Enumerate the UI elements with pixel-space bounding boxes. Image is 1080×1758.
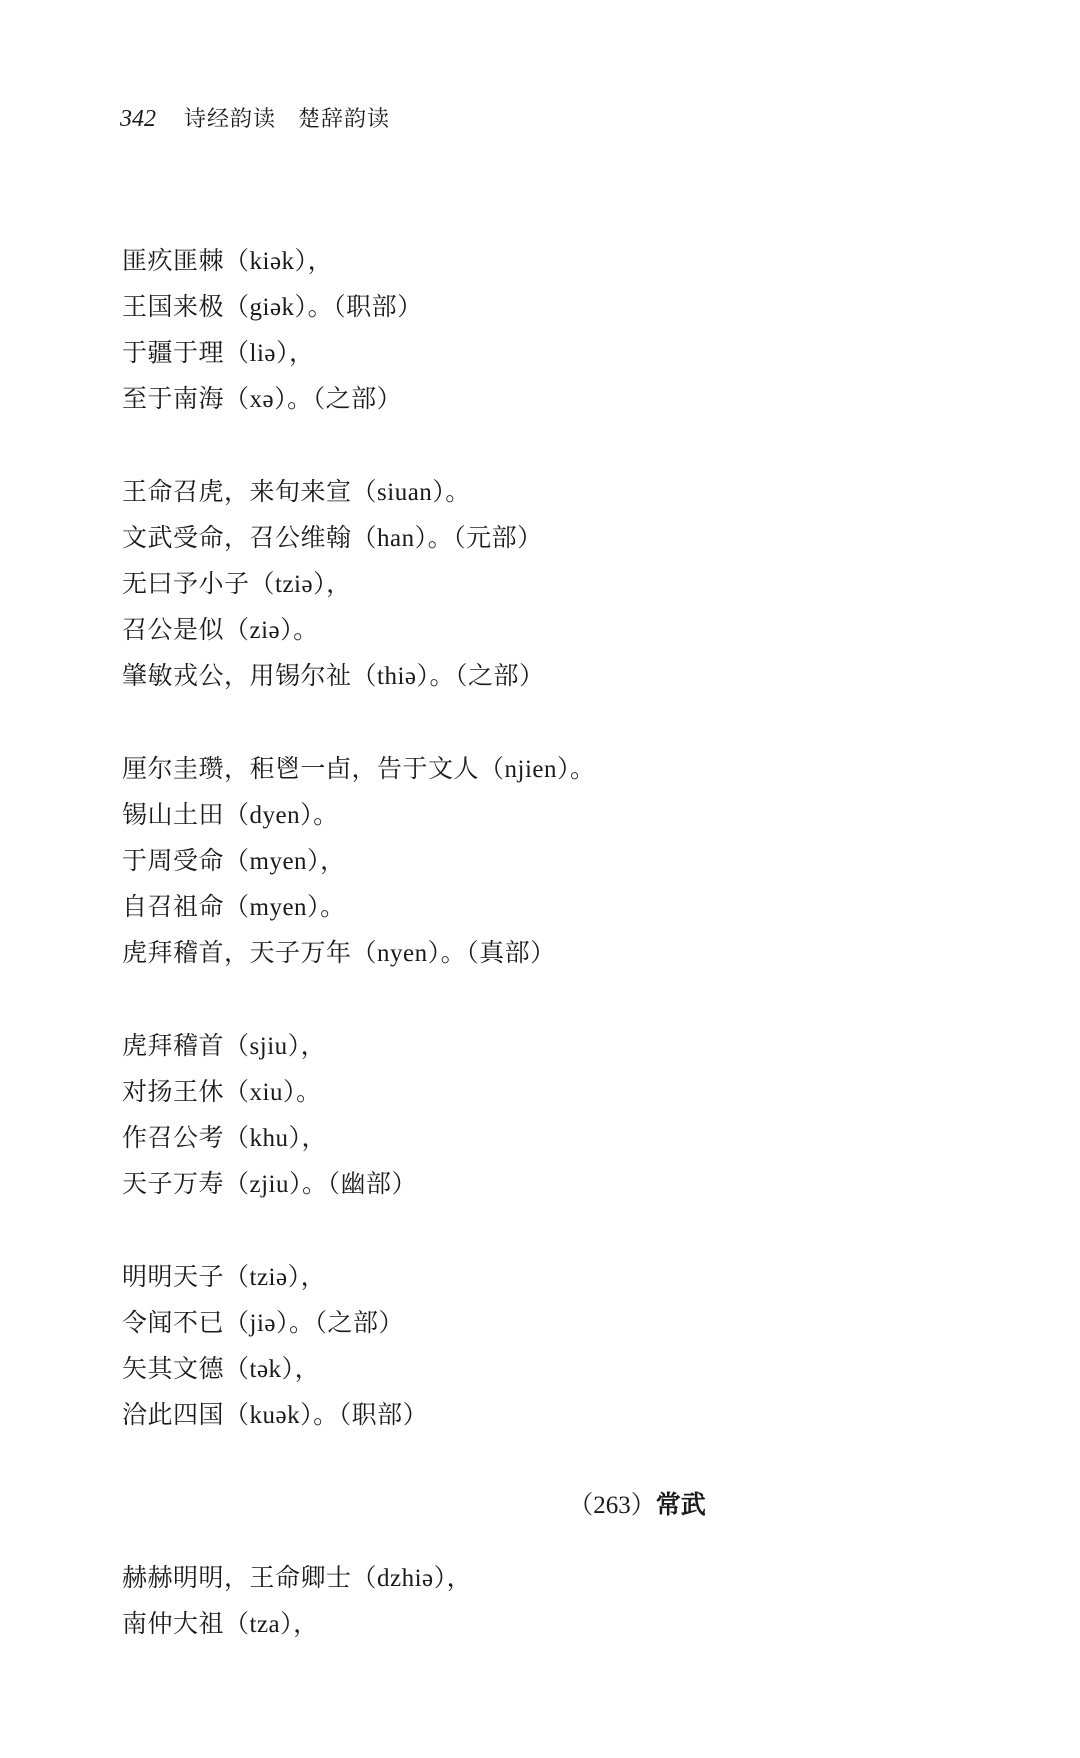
section-title: 常武 — [655, 1490, 706, 1519]
stanzas-after-section — [122, 1555, 1002, 1647]
verse-line — [122, 469, 1002, 515]
line-ending: ， — [293, 1609, 319, 1638]
verse-text: 至于南海 — [122, 384, 225, 413]
line-ending: ， — [300, 1262, 327, 1291]
rhyme-pronunciation: （dzhiə） — [351, 1565, 447, 1592]
verse-text: 矢其文德 — [122, 1354, 225, 1383]
rhyme-pronunciation: （tək） — [224, 1356, 295, 1383]
stanza — [122, 469, 1002, 699]
verse-text: 虎拜稽首 — [122, 1031, 225, 1060]
verse-text: 明明天子 — [122, 1262, 225, 1291]
rhyme-pronunciation: （kuək） — [224, 1402, 314, 1429]
line-ending: ， — [446, 1563, 473, 1592]
verse-line — [122, 1115, 1002, 1161]
stanzas-before-section — [122, 238, 1002, 1438]
verse-line — [122, 515, 1002, 561]
line-ending: 。（职部） — [307, 292, 423, 321]
poem-body — [122, 238, 1002, 1694]
line-ending: ， — [307, 246, 334, 275]
line-ending: 。（之部） — [287, 384, 403, 413]
verse-text: 令闻不已 — [122, 1308, 225, 1337]
rhyme-pronunciation: （zjiu） — [224, 1171, 303, 1198]
rhyme-pronunciation: （kiək） — [224, 248, 308, 275]
running-header — [120, 102, 390, 138]
rhyme-pronunciation: （tza） — [224, 1611, 294, 1638]
stanza — [122, 1023, 1002, 1207]
rhyme-pronunciation: （xiu） — [224, 1079, 296, 1106]
verse-line — [122, 1555, 1002, 1601]
rhyme-pronunciation: （njien） — [479, 756, 571, 783]
line-ending: 。 — [320, 892, 346, 921]
verse-text: 赫赫明明，王命卿士 — [122, 1563, 352, 1592]
line-ending: 。 — [445, 477, 471, 506]
rhyme-pronunciation: （tziə） — [249, 571, 327, 598]
verse-line — [122, 792, 1002, 838]
page-number: 342 — [120, 106, 156, 132]
rhyme-pronunciation: （tziə） — [224, 1264, 301, 1291]
rhyme-pronunciation: （ziə） — [224, 617, 294, 644]
line-ending: 。（职部） — [313, 1400, 429, 1429]
verse-text: 洽此四国 — [122, 1400, 225, 1429]
verse-text: 于周受命 — [122, 846, 225, 875]
verse-line — [122, 1161, 1002, 1207]
verse-line — [122, 1346, 1002, 1392]
running-title — [184, 102, 390, 133]
verse-line — [122, 1254, 1002, 1300]
verse-line — [122, 1069, 1002, 1115]
stanza — [122, 238, 1002, 422]
line-ending: 。（幽部） — [302, 1169, 418, 1198]
verse-line — [122, 884, 1002, 930]
verse-text: 南仲大祖 — [122, 1609, 225, 1638]
verse-text: 作召公考 — [122, 1123, 225, 1152]
rhyme-pronunciation: （giək） — [224, 294, 308, 321]
stanza — [122, 1254, 1002, 1438]
verse-line — [122, 330, 1002, 376]
verse-text: 于疆于理 — [122, 338, 225, 367]
verse-line — [122, 1300, 1002, 1346]
section-number: （263） — [568, 1492, 656, 1519]
line-ending: ， — [320, 846, 346, 875]
rhyme-pronunciation: （khu） — [224, 1125, 302, 1152]
rhyme-pronunciation: （siuan） — [351, 479, 446, 506]
rhyme-pronunciation: （sjiu） — [224, 1033, 301, 1060]
line-ending: ， — [326, 569, 352, 598]
verse-line — [122, 838, 1002, 884]
rhyme-pronunciation: （myen） — [224, 848, 321, 875]
verse-text: 无曰予小子 — [122, 569, 250, 598]
rhyme-pronunciation: （thiə） — [351, 663, 430, 690]
verse-line — [122, 284, 1002, 330]
verse-line — [122, 1392, 1002, 1438]
verse-text: 肇敏戎公，用锡尔祉 — [122, 661, 352, 690]
verse-line — [122, 238, 1002, 284]
line-ending: 。 — [295, 1077, 322, 1106]
verse-line — [122, 607, 1002, 653]
line-ending: ， — [289, 338, 315, 367]
line-ending: 。 — [313, 800, 339, 829]
verse-line — [122, 1601, 1002, 1647]
verse-text: 文武受命，召公维翰 — [122, 523, 352, 552]
line-ending: 。（元部） — [427, 523, 543, 552]
line-ending: ， — [301, 1123, 328, 1152]
verse-line — [122, 746, 1002, 792]
section-heading — [122, 1485, 1002, 1525]
rhyme-pronunciation: （han） — [351, 525, 428, 552]
running-title-part-2: 楚辞韵读 — [298, 107, 391, 132]
verse-line — [122, 653, 1002, 699]
rhyme-pronunciation: （jiə） — [224, 1310, 290, 1337]
line-ending: 。 — [570, 754, 596, 783]
verse-text: 匪疚匪棘 — [122, 246, 225, 275]
line-ending: 。 — [293, 615, 319, 644]
rhyme-pronunciation: （nyen） — [351, 940, 441, 967]
rhyme-pronunciation: （dyen） — [224, 802, 314, 829]
rhyme-pronunciation: （xə） — [224, 386, 288, 413]
line-ending: 。（真部） — [440, 938, 556, 967]
line-ending: ， — [294, 1354, 321, 1383]
stanza — [122, 746, 1002, 976]
verse-line — [122, 561, 1002, 607]
verse-line — [122, 376, 1002, 422]
verse-line — [122, 930, 1002, 976]
verse-text: 王国来极 — [122, 292, 225, 321]
verse-text: 锡山土田 — [122, 800, 225, 829]
line-ending: 。（之部） — [429, 661, 545, 690]
verse-text: 虎拜稽首，天子万年 — [122, 938, 352, 967]
verse-text: 天子万寿 — [122, 1169, 225, 1198]
verse-text: 王命召虎，来旬来宣 — [122, 477, 352, 506]
verse-line — [122, 1023, 1002, 1069]
line-ending: 。（之部） — [289, 1308, 405, 1337]
line-ending: ， — [300, 1031, 327, 1060]
verse-text: 厘尔圭瓒，秬鬯一卣，告于文人 — [122, 754, 480, 783]
rhyme-pronunciation: （myen） — [224, 894, 321, 921]
rhyme-pronunciation: （liə） — [224, 340, 290, 367]
verse-text: 对扬王休 — [122, 1077, 225, 1106]
verse-text: 召公是似 — [122, 615, 225, 644]
verse-text: 自召祖命 — [122, 892, 225, 921]
stanza — [122, 1555, 1002, 1647]
running-title-part-1: 诗经韵读 — [184, 107, 277, 132]
